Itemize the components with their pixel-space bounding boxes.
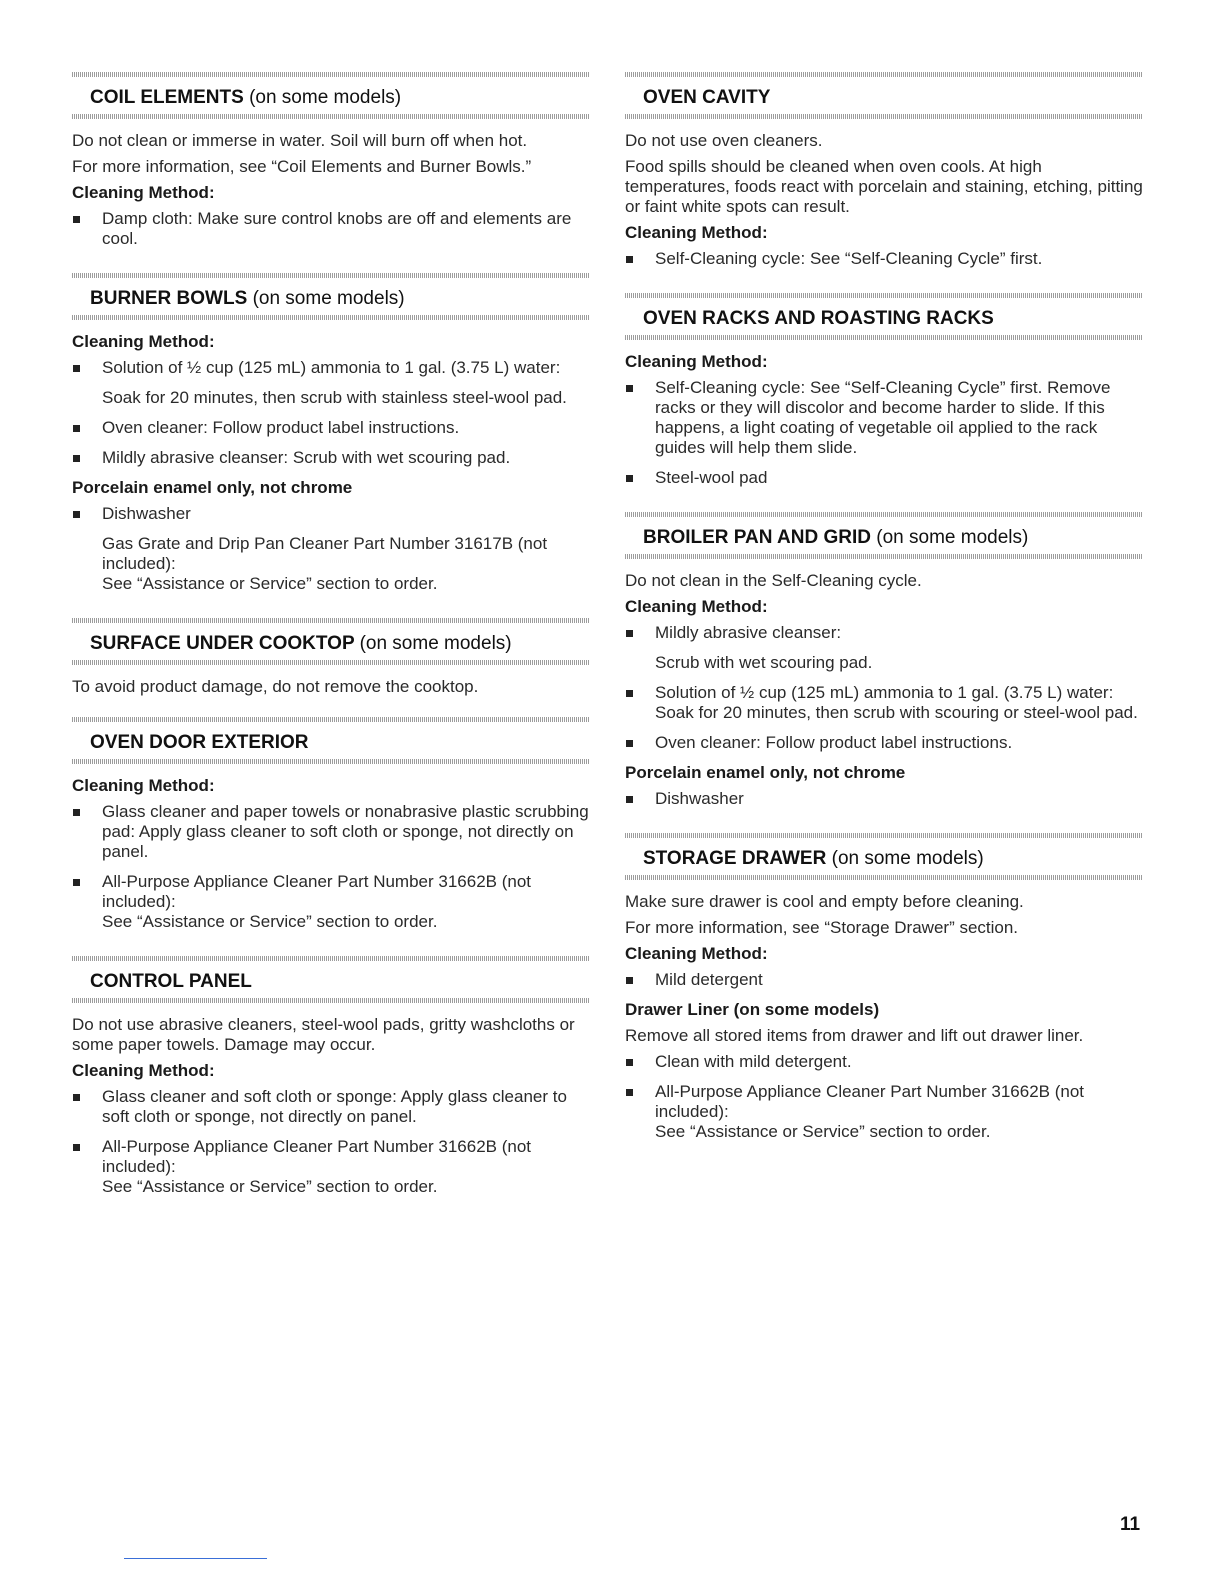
bullet-subtext: See “Assistance or Service” section to order. bbox=[102, 912, 438, 931]
bullet-square-icon bbox=[626, 796, 633, 803]
heading-qualifier: (on some models) bbox=[831, 848, 984, 869]
section-burner-bowls bbox=[72, 273, 590, 618]
section-rule-bottom bbox=[72, 759, 590, 764]
bullet-item bbox=[625, 623, 1143, 673]
cleaning-method-label: Cleaning Method: bbox=[625, 597, 768, 616]
bullet-square-icon bbox=[626, 740, 633, 747]
bullet-text: Solution of ½ cup (125 mL) ammonia to 1 gal. (3.75 L) water: bbox=[102, 358, 561, 377]
bullet-text: Damp cloth: Make sure control knobs are off and elements are cool. bbox=[102, 209, 572, 248]
bullet-square-icon bbox=[73, 879, 80, 886]
bullet-item bbox=[72, 358, 590, 408]
bullet-square-icon bbox=[73, 216, 80, 223]
section-rule-top bbox=[72, 72, 590, 77]
paragraph: To avoid product damage, do not remove the cooktop. bbox=[72, 677, 479, 696]
bullet-square-icon bbox=[73, 365, 80, 372]
cleaning-method-label: Cleaning Method: bbox=[625, 223, 768, 242]
section-rule-top bbox=[625, 833, 1143, 838]
bullet-text: All-Purpose Appliance Cleaner Part Number 31662B (not included): bbox=[102, 1137, 532, 1176]
bullet-subtext: Scrub with wet scouring pad. bbox=[655, 653, 873, 672]
cleaning-method-label: Cleaning Method: bbox=[72, 1061, 215, 1080]
section-rule-top bbox=[72, 618, 590, 623]
bullet-subtext: Gas Grate and Drip Pan Cleaner Part Number 31617B (not included): bbox=[102, 534, 548, 573]
bullet-square-icon bbox=[626, 1089, 633, 1096]
heading-title: OVEN RACKS AND ROASTING RACKS bbox=[643, 308, 994, 329]
section-heading bbox=[72, 722, 590, 759]
bullet-square-icon bbox=[73, 511, 80, 518]
bullet-text: Steel-wool pad bbox=[655, 468, 768, 487]
paragraph: Food spills should be cleaned when oven cools. At high temperatures, foods react with porcelain and staining, etching, pitting or faint white spots can result. bbox=[625, 157, 1143, 216]
section-heading bbox=[72, 278, 590, 315]
bullet-text: Mildly abrasive cleanser: Scrub with wet scouring pad. bbox=[102, 448, 511, 467]
bullet-item bbox=[72, 1137, 590, 1197]
section-rule-top bbox=[625, 512, 1143, 517]
drawer-liner-heading: Drawer Liner (on some models) bbox=[625, 1000, 880, 1019]
bullet-square-icon bbox=[73, 455, 80, 462]
section-oven-door-exterior bbox=[72, 717, 590, 956]
bullet-text: Glass cleaner and paper towels or nonabrasive plastic scrubbing pad: Apply glass cleaner to soft cloth or sponge, not directly on panel. bbox=[102, 802, 589, 861]
porcelain-note: Porcelain enamel only, not chrome bbox=[72, 478, 353, 497]
heading-title: CONTROL PANEL bbox=[90, 971, 252, 992]
bullet-text: Glass cleaner and soft cloth or sponge: Apply glass cleaner to soft cloth or sponge, not directly on panel. bbox=[102, 1087, 567, 1126]
paragraph: For more information, see “Coil Elements and Burner Bowls.” bbox=[72, 157, 532, 176]
section-rule-top bbox=[72, 956, 590, 961]
cleaning-method-label: Cleaning Method: bbox=[72, 183, 215, 202]
page-number: 11 bbox=[1120, 1514, 1141, 1535]
section-control-panel bbox=[72, 956, 590, 1221]
bullet-square-icon bbox=[626, 690, 633, 697]
paragraph: Make sure drawer is cool and empty before cleaning. bbox=[625, 892, 1024, 911]
bullet-text: Solution of ½ cup (125 mL) ammonia to 1 gal. (3.75 L) water: Soak for 20 minutes, then scrub with scouring or steel-wool pad. bbox=[655, 683, 1138, 722]
heading-title: OVEN CAVITY bbox=[643, 87, 771, 108]
section-coil-elements bbox=[72, 72, 590, 273]
section-heading bbox=[625, 77, 1143, 114]
bullet-square-icon bbox=[73, 1144, 80, 1151]
section-oven-cavity bbox=[625, 72, 1143, 293]
footer-link-underline bbox=[124, 1558, 267, 1559]
bullet-item bbox=[72, 209, 590, 249]
bullet-text: Clean with mild detergent. bbox=[655, 1052, 852, 1071]
bullet-square-icon bbox=[73, 1094, 80, 1101]
section-heading bbox=[625, 298, 1143, 335]
section-surface-under-cooktop bbox=[72, 618, 590, 717]
paragraph: Do not use oven cleaners. bbox=[625, 131, 823, 150]
bullet-item bbox=[625, 1052, 1143, 1072]
bullet-item bbox=[625, 468, 1143, 488]
section-rule-bottom bbox=[72, 315, 590, 320]
bullet-text: Mild detergent bbox=[655, 970, 763, 989]
bullet-text: Mildly abrasive cleanser: bbox=[655, 623, 842, 642]
bullet-text: Oven cleaner: Follow product label instructions. bbox=[655, 733, 1013, 752]
bullet-square-icon bbox=[626, 630, 633, 637]
section-rule-bottom bbox=[72, 998, 590, 1003]
bullet-text: Self-Cleaning cycle: See “Self-Cleaning Cycle” first. Remove racks or they will discolor and become harder to slide. If this happens, a light coating of vegetable oil applied to the rack guides will help them slide. bbox=[655, 378, 1111, 457]
bullet-item bbox=[72, 872, 590, 932]
section-rule-bottom bbox=[625, 875, 1143, 880]
bullet-text: Self-Cleaning cycle: See “Self-Cleaning Cycle” first. bbox=[655, 249, 1043, 268]
section-rule-bottom bbox=[72, 660, 590, 665]
cleaning-method-label: Cleaning Method: bbox=[72, 776, 215, 795]
section-rule-bottom bbox=[625, 554, 1143, 559]
heading-title: BURNER BOWLS bbox=[90, 288, 248, 309]
bullet-square-icon bbox=[73, 425, 80, 432]
bullet-item bbox=[625, 1082, 1143, 1142]
heading-qualifier: (on some models) bbox=[252, 288, 405, 309]
bullet-square-icon bbox=[73, 809, 80, 816]
heading-qualifier: (on some models) bbox=[359, 633, 512, 654]
section-rule-top bbox=[625, 293, 1143, 298]
section-broiler-pan bbox=[625, 512, 1143, 833]
bullet-item bbox=[72, 448, 590, 468]
section-rule-top bbox=[72, 717, 590, 722]
section-rule-bottom bbox=[625, 114, 1143, 119]
bullet-subtext: Soak for 20 minutes, then scrub with stainless steel-wool pad. bbox=[102, 388, 567, 407]
section-rule-bottom bbox=[72, 114, 590, 119]
bullet-text: Oven cleaner: Follow product label instructions. bbox=[102, 418, 460, 437]
paragraph: For more information, see “Storage Drawer” section. bbox=[625, 918, 1019, 937]
bullet-subtext: See “Assistance or Service” section to order. bbox=[102, 1177, 438, 1196]
bullet-item bbox=[72, 418, 590, 438]
bullet-square-icon bbox=[626, 475, 633, 482]
cleaning-method-label: Cleaning Method: bbox=[72, 332, 215, 351]
bullet-square-icon bbox=[626, 256, 633, 263]
bullet-item bbox=[72, 802, 590, 862]
section-storage-drawer bbox=[625, 833, 1143, 1166]
section-heading bbox=[72, 961, 590, 998]
section-heading bbox=[625, 838, 1143, 875]
bullet-item bbox=[625, 970, 1143, 990]
section-rule-top bbox=[72, 273, 590, 278]
section-rule-bottom bbox=[625, 335, 1143, 340]
section-heading bbox=[72, 623, 590, 660]
bullet-item bbox=[72, 504, 590, 594]
heading-qualifier: (on some models) bbox=[249, 87, 402, 108]
bullet-item bbox=[625, 378, 1143, 458]
paragraph: Do not use abrasive cleaners, steel-wool pads, gritty washcloths or some paper towels. Damage may occur. bbox=[72, 1015, 575, 1054]
bullet-square-icon bbox=[626, 977, 633, 984]
bullet-item bbox=[72, 1087, 590, 1127]
bullet-subtext: See “Assistance or Service” section to order. bbox=[102, 574, 438, 593]
bullet-text: All-Purpose Appliance Cleaner Part Number 31662B (not included): bbox=[102, 872, 532, 911]
paragraph: Do not clean in the Self-Cleaning cycle. bbox=[625, 571, 922, 590]
heading-title: STORAGE DRAWER bbox=[643, 848, 827, 869]
bullet-text: Dishwasher bbox=[102, 504, 191, 523]
bullet-text: All-Purpose Appliance Cleaner Part Number 31662B (not included): bbox=[655, 1082, 1085, 1121]
left-column bbox=[72, 72, 590, 1221]
heading-title: SURFACE UNDER COOKTOP bbox=[90, 633, 355, 654]
cleaning-method-label: Cleaning Method: bbox=[625, 352, 768, 371]
right-column bbox=[625, 72, 1143, 1166]
cleaning-method-label: Cleaning Method: bbox=[625, 944, 768, 963]
bullet-item bbox=[625, 683, 1143, 723]
bullet-item bbox=[625, 789, 1143, 809]
section-oven-racks bbox=[625, 293, 1143, 512]
heading-title: BROILER PAN AND GRID bbox=[643, 527, 871, 548]
paragraph: Remove all stored items from drawer and lift out drawer liner. bbox=[625, 1026, 1084, 1045]
porcelain-note: Porcelain enamel only, not chrome bbox=[625, 763, 906, 782]
section-heading bbox=[625, 517, 1143, 554]
section-heading bbox=[72, 77, 590, 114]
section-rule-top bbox=[625, 72, 1143, 77]
heading-qualifier: (on some models) bbox=[876, 527, 1029, 548]
bullet-item bbox=[625, 733, 1143, 753]
bullet-item bbox=[625, 249, 1143, 269]
bullet-square-icon bbox=[626, 1059, 633, 1066]
bullet-text: Dishwasher bbox=[655, 789, 744, 808]
heading-title: COIL ELEMENTS bbox=[90, 87, 244, 108]
heading-title: OVEN DOOR EXTERIOR bbox=[90, 732, 309, 753]
paragraph: Do not clean or immerse in water. Soil will burn off when hot. bbox=[72, 131, 528, 150]
bullet-subtext: See “Assistance or Service” section to order. bbox=[655, 1122, 991, 1141]
bullet-square-icon bbox=[626, 385, 633, 392]
